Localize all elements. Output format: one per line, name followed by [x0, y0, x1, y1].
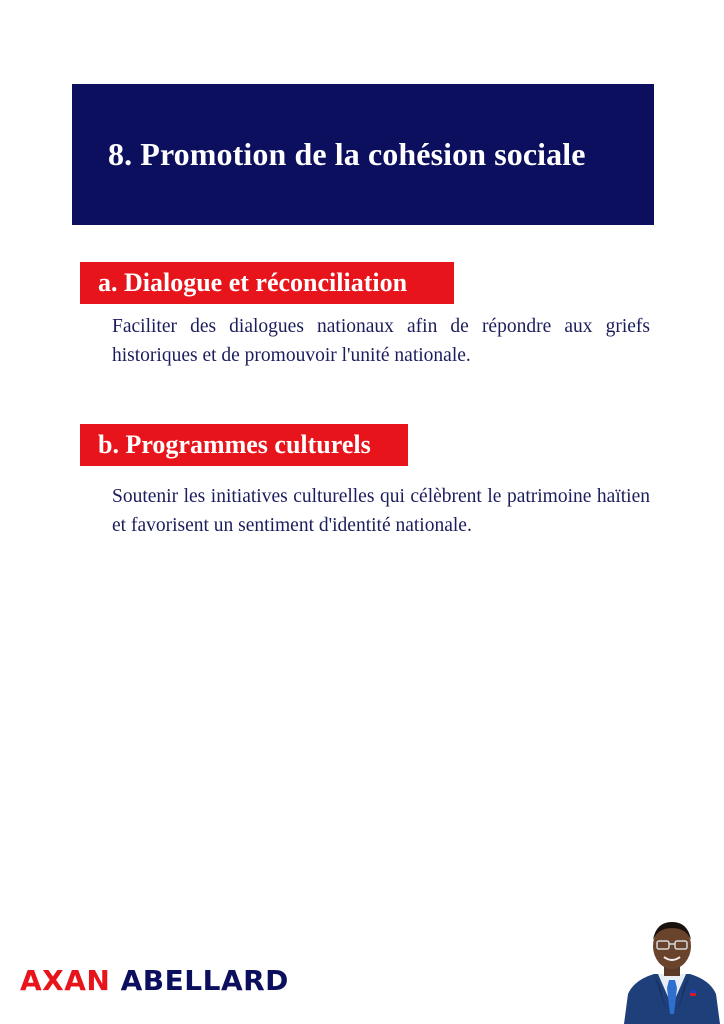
section-a-text: Faciliter des dialogues nationaux afin de répondre aux griefs historiques et de promouvoir l'unité nationale.: [112, 316, 650, 366]
brand-last-name: ABELLARD: [120, 964, 289, 997]
candidate-portrait: [620, 910, 724, 1024]
page-title: 8. Promotion de la cohésion sociale: [108, 136, 586, 172]
section-a-label: a. Dialogue et réconciliation: [80, 262, 454, 304]
section-b-label: b. Programmes culturels: [80, 424, 408, 466]
title-banner: [72, 84, 654, 225]
brand-first-name: AXAN: [20, 964, 111, 997]
section-b-text: Soutenir les initiatives culturelles qui célèbrent le patrimoine haïtien et favorisent un sentiment d'identité nationale.: [112, 486, 650, 536]
brand-wordmark: [20, 964, 289, 997]
